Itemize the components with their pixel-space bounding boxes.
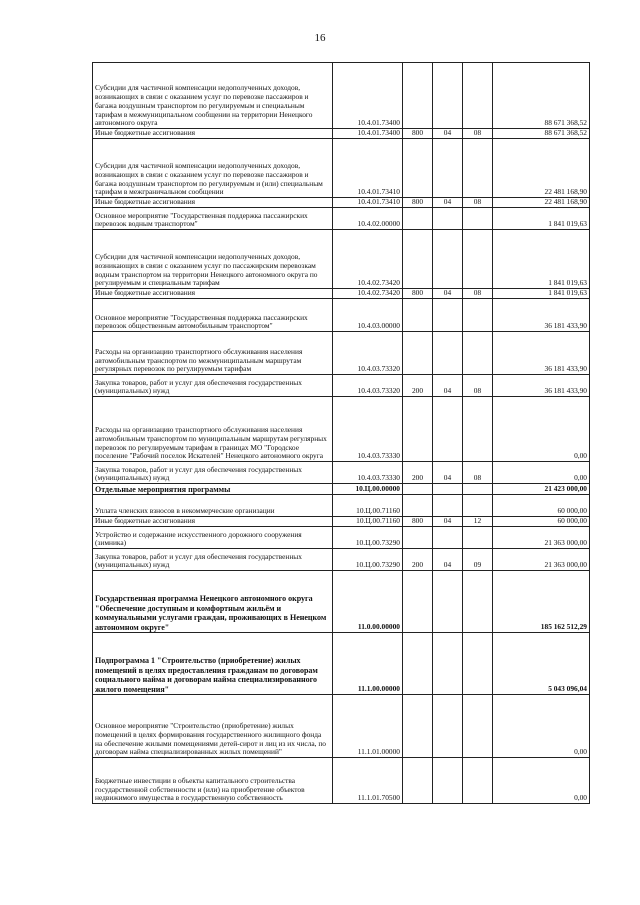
expense-type-code	[403, 633, 433, 695]
amount: 36 181 433,90	[493, 375, 590, 397]
subsection-code	[463, 397, 493, 462]
expense-type-code: 200	[403, 549, 433, 571]
expense-type-code	[403, 495, 433, 517]
subsection-code: 08	[463, 129, 493, 139]
section-code: 04	[433, 129, 463, 139]
amount: 1 841 019,63	[493, 208, 590, 230]
page-number: 16	[314, 32, 326, 44]
amount: 0,00	[493, 397, 590, 462]
amount: 22 481 168,90	[493, 139, 590, 198]
expense-type-code: 800	[403, 517, 433, 527]
expense-type-code	[403, 139, 433, 198]
expense-type-code	[403, 332, 433, 375]
amount: 185 162 512,29	[493, 571, 590, 633]
section-code: 04	[433, 198, 463, 208]
expense-name: Уплата членских взносов в некоммерческие организации	[93, 495, 333, 517]
amount: 36 181 433,90	[493, 332, 590, 375]
expense-name: Расходы на организацию транспортного обслуживания населения автомобильным транспортом по муниципальным маршрутам регулярных перевозок по регулируемым тарифам в границах МО "Городское поселение "Рабочий поселок Искателей" Ненецкого автономного округа	[93, 397, 333, 462]
subsection-code	[463, 63, 493, 129]
target-article-code: 11.1.01.70500	[333, 758, 403, 804]
section-code	[433, 208, 463, 230]
subsection-code: 09	[463, 549, 493, 571]
amount: 0,00	[493, 695, 590, 758]
section-code	[433, 397, 463, 462]
amount: 60 000,00	[493, 517, 590, 527]
expense-name: Закупка товаров, работ и услуг для обеспечения государственных (муниципальных) нужд	[93, 549, 333, 571]
target-article-code: 10.4.03.73330	[333, 462, 403, 484]
table-row	[93, 332, 590, 375]
amount: 1 841 019,63	[493, 289, 590, 299]
expense-type-code: 200	[403, 375, 433, 397]
table-row	[93, 517, 590, 527]
expense-type-code	[403, 484, 433, 495]
subsection-code	[463, 332, 493, 375]
table-row	[93, 633, 590, 695]
table-row	[93, 230, 590, 289]
subsection-code	[463, 571, 493, 633]
section-code	[433, 527, 463, 549]
expense-type-code	[403, 208, 433, 230]
target-article-code: 10.4.02.73420	[333, 230, 403, 289]
expense-type-code	[403, 695, 433, 758]
subsection-code	[463, 695, 493, 758]
table-row	[93, 695, 590, 758]
amount: 21 363 000,00	[493, 549, 590, 571]
expense-type-code	[403, 63, 433, 129]
table-row	[93, 549, 590, 571]
section-code	[433, 332, 463, 375]
expense-type-code: 800	[403, 198, 433, 208]
expense-name: Иные бюджетные ассигнования	[93, 198, 333, 208]
target-article-code: 11.1.01.00000	[333, 695, 403, 758]
amount: 22 481 168,90	[493, 198, 590, 208]
subsection-code	[463, 139, 493, 198]
target-article-code: 10.4.03.73320	[333, 375, 403, 397]
amount: 0,00	[493, 462, 590, 484]
budget-table	[92, 62, 590, 804]
table-body	[93, 63, 590, 804]
table-row	[93, 289, 590, 299]
section-code: 04	[433, 462, 463, 484]
expense-type-code	[403, 299, 433, 332]
table-row	[93, 198, 590, 208]
amount: 36 181 433,90	[493, 299, 590, 332]
amount: 1 841 019,63	[493, 230, 590, 289]
expense-name: Основное мероприятие "Государственная поддержка пассажирских перевозок водным транспортом"	[93, 208, 333, 230]
section-code: 04	[433, 517, 463, 527]
section-code	[433, 571, 463, 633]
table-row	[93, 129, 590, 139]
expense-name: Основное мероприятие "Государственная поддержка пассажирских перевозок общественным автомобильным транспортом"	[93, 299, 333, 332]
target-article-code: 10.4.01.73400	[333, 129, 403, 139]
section-code	[433, 139, 463, 198]
expense-type-code	[403, 230, 433, 289]
table-row	[93, 495, 590, 517]
expense-name: Бюджетные инвестиции в объекты капитального строительства государственной собственности и (или) на приобретение объектов недвижимого имущества в государственную собственность	[93, 758, 333, 804]
amount: 88 671 368,52	[493, 129, 590, 139]
section-code	[433, 758, 463, 804]
section-code	[433, 633, 463, 695]
expense-name: Отдельные мероприятия программы	[93, 484, 333, 495]
table-row	[93, 527, 590, 549]
target-article-code: 10.Ц.00.71160	[333, 517, 403, 527]
table-row	[93, 571, 590, 633]
expense-name: Государственная программа Ненецкого автономного округа "Обеспечение доступным и комфортным жильём и коммунальными услугами граждан, проживающих в Ненецком автономном округе"	[93, 571, 333, 633]
subsection-code	[463, 208, 493, 230]
target-article-code: 10.4.03.00000	[333, 299, 403, 332]
table-row	[93, 63, 590, 129]
expense-name: Закупка товаров, работ и услуг для обеспечения государственных (муниципальных) нужд	[93, 375, 333, 397]
section-code: 04	[433, 549, 463, 571]
subsection-code: 08	[463, 462, 493, 484]
expense-name: Иные бюджетные ассигнования	[93, 517, 333, 527]
table-row	[93, 462, 590, 484]
target-article-code: 10.4.01.73400	[333, 63, 403, 129]
expense-name: Иные бюджетные ассигнования	[93, 289, 333, 299]
amount: 88 671 368,52	[493, 63, 590, 129]
subsection-code: 08	[463, 198, 493, 208]
subsection-code	[463, 484, 493, 495]
section-code	[433, 695, 463, 758]
table-row	[93, 208, 590, 230]
target-article-code: 10.Ц.00.73290	[333, 549, 403, 571]
amount: 60 000,00	[493, 495, 590, 517]
target-article-code: 10.4.02.73420	[333, 289, 403, 299]
expense-name: Иные бюджетные ассигнования	[93, 129, 333, 139]
target-article-code: 10.4.03.73320	[333, 332, 403, 375]
expense-name: Основное мероприятие "Строительство (приобретение) жилых помещений в целях формирования государственного жилищного фонда на обеспечение жилыми помещениями детей-сирот и лиц из их числа, по договорам найма специализированных жилых помещений"	[93, 695, 333, 758]
section-code	[433, 495, 463, 517]
expense-type-code: 800	[403, 289, 433, 299]
section-code	[433, 63, 463, 129]
table-row	[93, 299, 590, 332]
subsection-code: 12	[463, 517, 493, 527]
target-article-code: 10.4.01.73410	[333, 198, 403, 208]
target-article-code: 10.Ц.00.00000	[333, 484, 403, 495]
section-code	[433, 230, 463, 289]
table-row	[93, 139, 590, 198]
subsection-code: 08	[463, 289, 493, 299]
table-row	[93, 484, 590, 495]
subsection-code	[463, 758, 493, 804]
target-article-code: 11.0.00.00000	[333, 571, 403, 633]
expense-name: Субсидии для частичной компенсации недополученных доходов, возникающих в связи с оказанием услуг по пассажирским перевозкам водным транспортом на территории Ненецкого автономного округа по регулируемым и специальным тарифам	[93, 230, 333, 289]
subsection-code	[463, 633, 493, 695]
expense-type-code	[403, 527, 433, 549]
amount: 5 043 096,04	[493, 633, 590, 695]
expense-name: Субсидии для частичной компенсации недополученных доходов, возникающих в связи с оказанием услуг по перевозке пассажиров и багажа воздушным транспортом по регулируемым и специальным тарифам в межмуниципальном сообщении на территории Ненецкого автономного округа	[93, 63, 333, 129]
expense-type-code: 200	[403, 462, 433, 484]
expense-type-code: 800	[403, 129, 433, 139]
amount: 21 363 000,00	[493, 527, 590, 549]
expense-name: Устройство и содержание искусственного дорожного сооружения (зимника)	[93, 527, 333, 549]
expense-type-code	[403, 571, 433, 633]
subsection-code	[463, 299, 493, 332]
section-code	[433, 484, 463, 495]
expense-name: Подпрограмма 1 "Строительство (приобретение) жилых помещений в целях предоставления гражданам по договорам социального найма и договорам найма специализированного жилого помещения"	[93, 633, 333, 695]
subsection-code	[463, 230, 493, 289]
section-code: 04	[433, 375, 463, 397]
table-row	[93, 397, 590, 462]
section-code	[433, 299, 463, 332]
subsection-code	[463, 495, 493, 517]
subsection-code: 08	[463, 375, 493, 397]
expense-name: Субсидии для частичной компенсации недополученных доходов, возникающих в связи с оказанием услуг по перевозке пассажиров и багажа воздушным транспортом по регулируемым и (или) специальным тарифам в межграничальном сообщении	[93, 139, 333, 198]
expense-type-code	[403, 758, 433, 804]
target-article-code: 10.4.01.73410	[333, 139, 403, 198]
table-row	[93, 758, 590, 804]
target-article-code: 10.Ц.00.73290	[333, 527, 403, 549]
target-article-code: 10.4.02.00000	[333, 208, 403, 230]
target-article-code: 11.1.00.00000	[333, 633, 403, 695]
amount: 0,00	[493, 758, 590, 804]
table-row	[93, 375, 590, 397]
subsection-code	[463, 527, 493, 549]
expense-name: Расходы на организацию транспортного обслуживания населения автомобильным транспортом по межмуниципальным маршрутам регулярных перевозок по регулируемым тарифам	[93, 332, 333, 375]
expense-type-code	[403, 397, 433, 462]
target-article-code: 10.4.03.73330	[333, 397, 403, 462]
amount: 21 423 000,00	[493, 484, 590, 495]
expense-name: Закупка товаров, работ и услуг для обеспечения государственных (муниципальных) нужд	[93, 462, 333, 484]
section-code: 04	[433, 289, 463, 299]
target-article-code: 10.Ц.00.71160	[333, 495, 403, 517]
